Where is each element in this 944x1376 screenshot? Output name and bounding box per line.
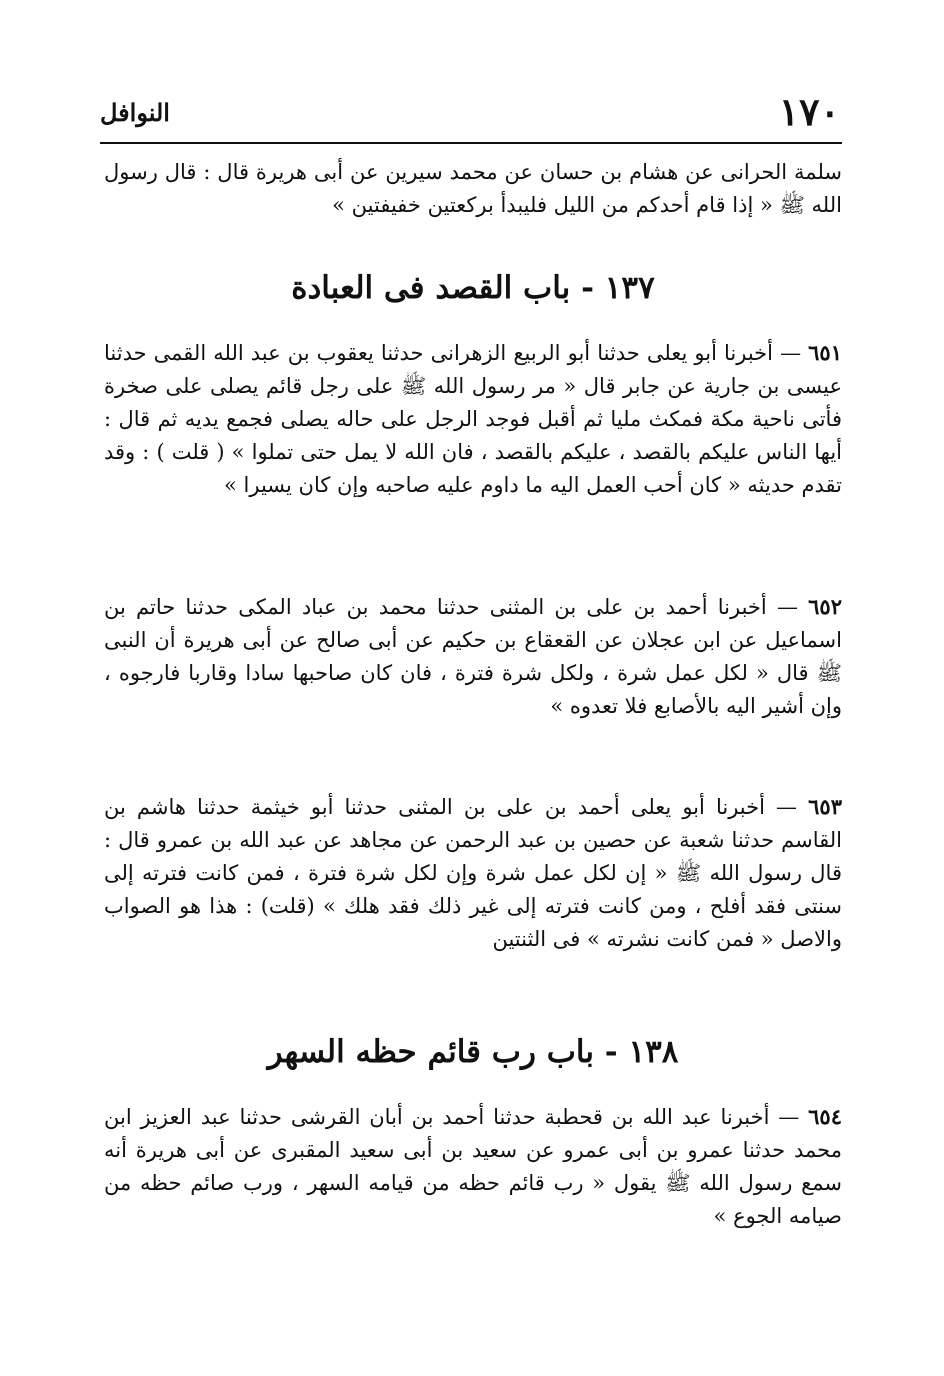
hadith-number: ٦٥٣ xyxy=(808,794,842,819)
hadith-dash: — xyxy=(780,341,802,365)
page-number: ١٧٠ xyxy=(778,89,840,134)
hadith-text: أخبرنا أبو يعلى أحمد بن على بن المثنى حدثنا أبو خيثمة حدثنا هاشم بن القاسم حدثنا شعبة عن حصين بن عبد الرحمن عن مجاهد عن عبد الله بن عمرو قال : قال رسول الله ﷺ « إن لكل عمل شرة وإن لكل شرة فترة ، فمن كانت فترته إلى سنتى فقد أفلح ، ومن كانت فترته إلى غير ذلك فقد هلك » (قلت) : هذا هو الصواب والاصل « فمن كانت نشرته » فى الثنتين xyxy=(104,795,842,951)
running-title: النوافل xyxy=(100,98,170,127)
hadith-text: أخبرنا أبو يعلى حدثنا أبو الربيع الزهرانى حدثنا يعقوب بن عبد الله القمى حدثنا عيسى بن جارية عن جابر قال « مر رسول الله ﷺ على رجل قائم يصلى على صخرة فأتى ناحية مكة فمكث مليا ثم أقبل فوجد الرجل على حاله يصلى فجمع يديه ثم قال : أيها الناس عليكم بالقصد ، عليكم بالقصد ، فان الله لا يمل حتى تملوا » ( قلت ) : وقد تقدم حديثه « كان أحب العمل اليه ما داوم عليه صاحبه وإن كان يسيرا » xyxy=(104,341,842,497)
hadith-number: ٦٥٢ xyxy=(808,594,842,619)
intro-paragraph: سلمة الحرانى عن هشام بن حسان عن محمد سيرين عن أبى هريرة قال : قال رسول الله ﷺ « إذا قام أحدكم من الليل فليبدأ بركعتين خفيفتين » xyxy=(104,160,842,217)
hadith-652 xyxy=(104,590,842,723)
hadith-number: ٦٥١ xyxy=(808,340,842,365)
hadith-number: ٦٥٤ xyxy=(808,1104,842,1129)
hadith-text: أخبرنا عبد الله بن قحطبة حدثنا أحمد بن أبان القرشى حدثنا عبد العزيز ابن محمد حدثنا عمرو بن أبى عمرو عن سعيد بن أبى سعيد المقبرى عن أبى هريرة أنه سمع رسول الله ﷺ يقول « رب قائم حظه من قيامه السهر ، ورب صائم حظه من صيامه الجوع » xyxy=(104,1105,842,1228)
header-rule xyxy=(100,142,842,144)
hadith-653 xyxy=(104,790,842,956)
hadith-dash: — xyxy=(778,1105,800,1129)
chapter-heading-138: ١٣٨ - باب رب قائم حظه السهر xyxy=(267,1034,679,1070)
hadith-651 xyxy=(104,336,842,502)
hadith-654 xyxy=(104,1100,842,1233)
chapter-heading-137: ١٣٧ - باب القصد فى العبادة xyxy=(291,270,655,306)
hadith-text: أخبرنا أحمد بن على بن المثنى حدثنا محمد بن عباد المكى حدثنا حاتم بن اسماعيل عن ابن عجلان عن القعقاع بن حكيم عن أبى صالح عن أبى هريرة أن النبى ﷺ قال « لكل عمل شرة ، ولكل شرة فترة ، فان كان صاحبها سادا وقاربا فارجوه ، وإن أشير اليه بالأصابع فلا تعدوه » xyxy=(104,595,842,718)
hadith-dash: — xyxy=(776,795,798,819)
page-header xyxy=(100,89,840,134)
hadith-dash: — xyxy=(776,595,798,619)
